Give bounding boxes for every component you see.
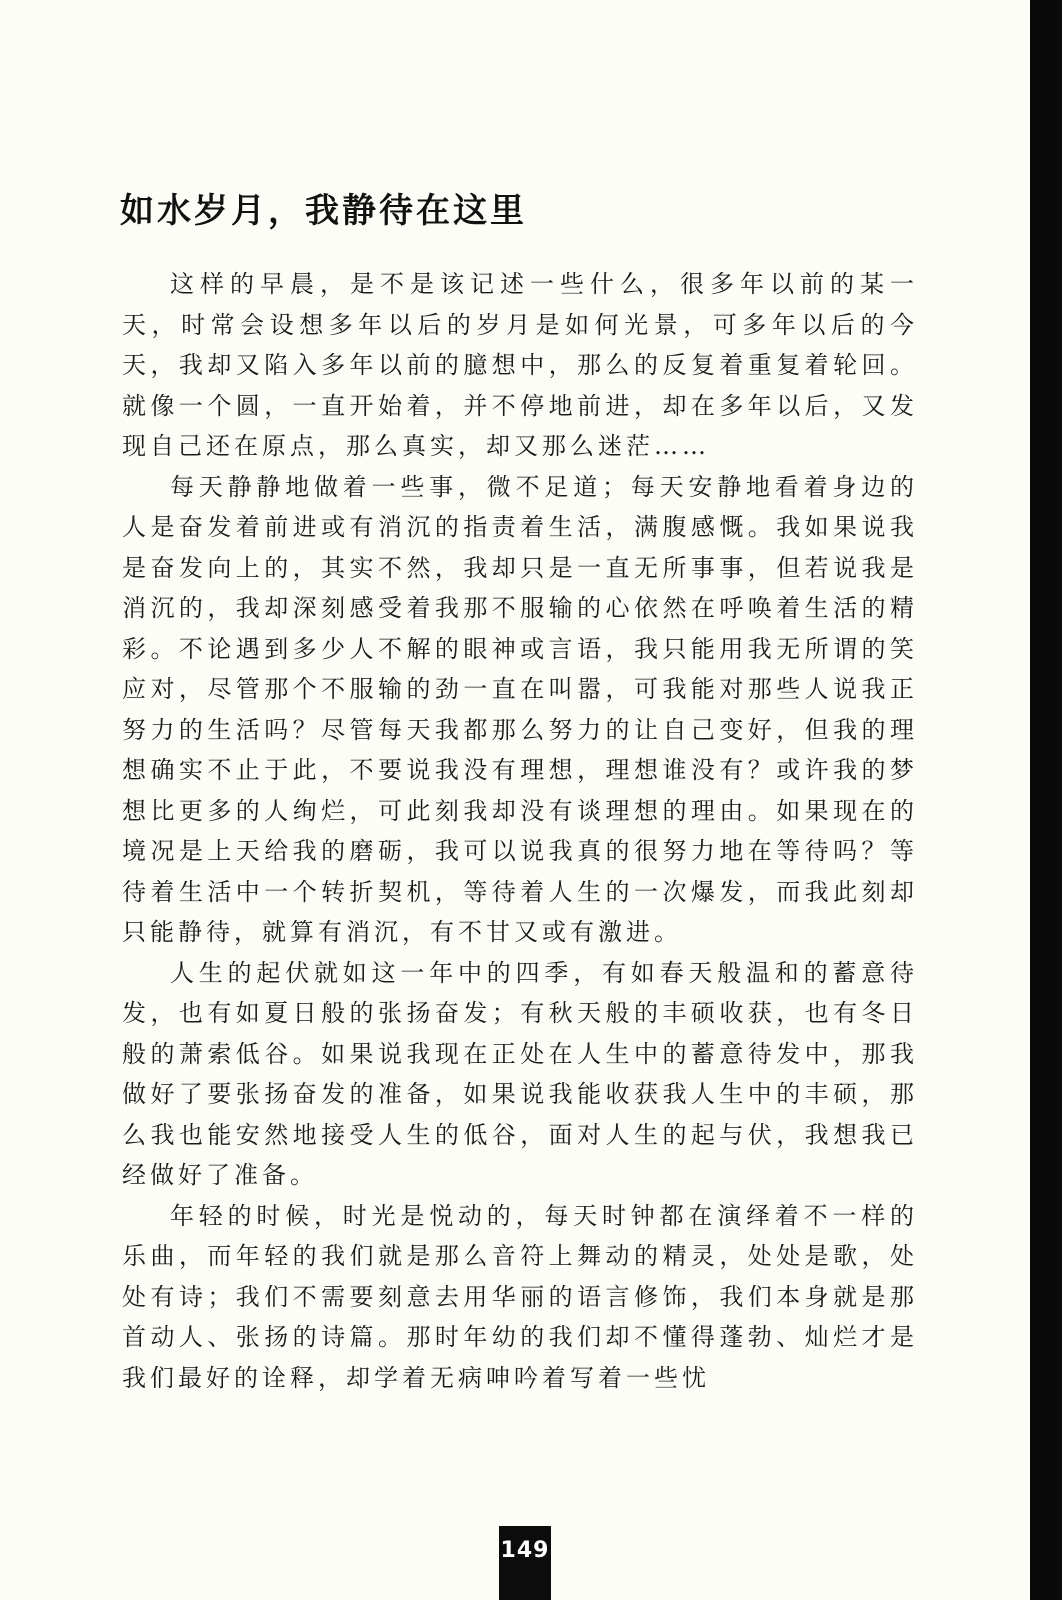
page-number-tab xyxy=(499,1526,551,1600)
body-text xyxy=(122,264,918,1398)
page-number: 149 xyxy=(500,1538,550,1563)
scan-edge xyxy=(1030,0,1062,1600)
paragraph: 人生的起伏就如这一年中的四季，有如春天般温和的蓄意待发，也有如夏日般的张扬奋发；有秋天般的丰硕收获，也有冬日般的萧索低谷。如果说我现在正处在人生中的蓄意待发中，那我做好了要张扬奋发的准备，如果说我能收获我人生中的丰硕，那么我也能安然地接受人生的低谷，面对人生的起与伏，我想我已经做好了准备。 xyxy=(122,958,918,1189)
paragraph: 年轻的时候，时光是悦动的，每天时钟都在演绎着不一样的乐曲，而年轻的我们就是那么音符上舞动的精灵，处处是歌，处处有诗；我们不需要刻意去用华丽的语言修饰，我们本身就是那首动人、张扬的诗篇。那时年幼的我们却不懂得蓬勃、灿烂才是我们最好的诠释，却学着无病呻吟着写着一些忧 xyxy=(122,1201,918,1392)
paragraph: 每天静静地做着一些事，微不足道；每天安静地看着身边的人是奋发着前进或有消沉的指责着生活，满腹感慨。我如果说我是奋发向上的，其实不然，我却只是一直无所事事，但若说我是消沉的，我却深刻感受着我那不服输的心依然在呼唤着生活的精彩。不论遇到多少人不解的眼神或言语，我只能用我无所谓的笑应对，尽管那个不服输的劲一直在叫嚣，可我能对那些人说我正努力的生活吗？尽管每天我都那么努力的让自己变好，但我的理想确实不止于此，不要说我没有理想，理想谁没有？或许我的梦想比更多的人绚烂，可此刻我却没有谈理想的理由。如果现在的境况是上天给我的磨砺，我可以说我真的很努力地在等待吗？等待着生活中一个转折契机，等待着人生的一次爆发，而我此刻却只能静待，就算有消沉，有不甘又或有激进。 xyxy=(122,472,918,946)
chapter-title: 如水岁月，我静待在这里 xyxy=(120,191,527,231)
paragraph: 这样的早晨，是不是该记述一些什么，很多年以前的某一天，时常会设想多年以后的岁月是如何光景，可多年以后的今天，我却又陷入多年以前的臆想中，那么的反复着重复着轮回。就像一个圆，一直开始着，并不停地前进，却在多年以后，又发现自己还在原点，那么真实，却又那么迷茫…… xyxy=(122,270,918,460)
